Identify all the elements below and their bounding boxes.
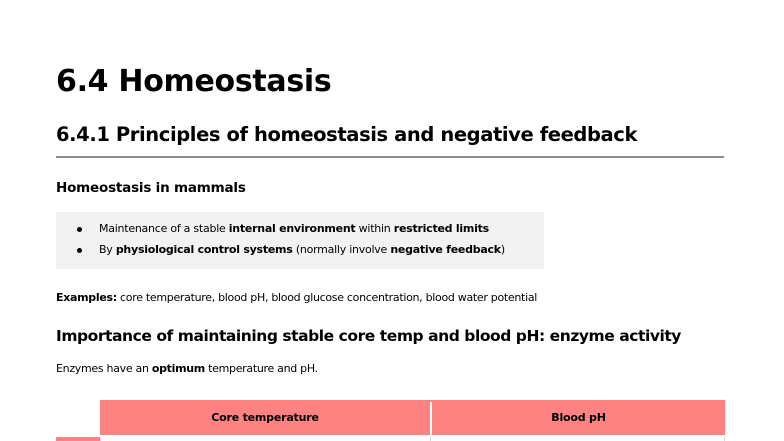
bullet-text-part: Maintenance of a stable: [99, 222, 229, 235]
enzymes-text-part: temperature and pH.: [204, 362, 318, 375]
bullet-bold-term: internal environment: [228, 222, 356, 235]
bullet-bold-term: negative feedback: [390, 243, 501, 256]
examples-paragraph: [56, 289, 537, 307]
table-row: [100, 437, 725, 441]
homeostasis-heading: Homeostasis in mammals: [56, 180, 246, 196]
section-subtitle: 6.4.1 Principles of homeostasis and negative feedback: [56, 123, 638, 146]
bullet-text-part: (normally involve: [292, 243, 391, 256]
enzyme-activity-heading: Importance of maintaining stable core temp and blood pH: enzyme activity: [56, 327, 681, 345]
examples-label: Examples:: [56, 291, 117, 304]
table-header-blood-ph: Blood pH: [551, 411, 606, 424]
table-header-core-temperature: Core temperature: [211, 411, 319, 424]
bullet-text: [99, 220, 489, 238]
page-title: 6.4 Homeostasis: [56, 64, 332, 99]
enzymes-bold-term: optimum: [151, 362, 205, 375]
table-cell-border: [430, 437, 431, 441]
bullet-text: [99, 241, 505, 259]
table-row-label-cell: [56, 437, 100, 441]
bullet-bold-term: physiological control systems: [115, 243, 293, 256]
key-points-callout: [56, 212, 544, 269]
bullet-text-part: ): [500, 243, 505, 256]
table-cell-border: [100, 437, 101, 441]
enzymes-text-part: Enzymes have an: [56, 362, 152, 375]
bullet-dot-icon: [77, 248, 82, 253]
table-cell-border: [724, 437, 725, 441]
bullet-item: [56, 241, 544, 259]
examples-text: core temperature, blood pH, blood glucose concentration, blood water potential: [116, 291, 538, 304]
enzymes-paragraph: [56, 360, 318, 378]
table-header-row: [100, 400, 725, 435]
bullet-text-part: By: [99, 243, 116, 256]
bullet-item: [56, 220, 544, 238]
bullet-bold-term: restricted limits: [393, 222, 489, 235]
bullet-text-part: within: [355, 222, 394, 235]
heading-divider: [56, 156, 724, 158]
bullet-dot-icon: [77, 227, 82, 232]
